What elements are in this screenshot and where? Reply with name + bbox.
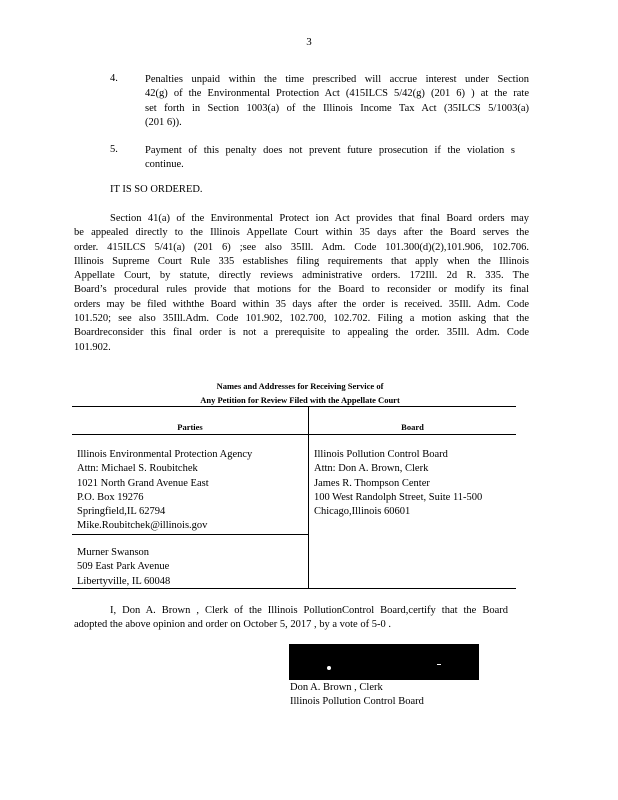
party-iepa-line: Springfield,IL 62794 xyxy=(77,506,166,518)
party-iepa-line: Attn: Michael S. Roubitchek xyxy=(77,463,198,475)
item-5-text xyxy=(145,144,515,173)
item-5-line: continue. xyxy=(145,159,184,171)
appeal-line: 101.520; see also 35Ill.Adm. Code 101.902, 102.700, 102.702. Filing a motion asking that the xyxy=(74,313,529,325)
board-address xyxy=(314,448,514,519)
board-address-line: 100 West Randolph Street, Suite 11-500 xyxy=(314,491,483,503)
appeal-line: Board’s procedural rules provide that motions for the Board to reconsider or modify its final xyxy=(74,284,529,296)
party-iepa-line: 1021 North Grand Avenue East xyxy=(77,477,209,489)
appeal-line: Appellate Court, by statute, directly reviews administrative orders. 172Ill. 2d R. 335. The xyxy=(74,270,529,282)
board-address-line: James R. Thompson Center xyxy=(314,477,430,489)
table-top-rule xyxy=(72,406,516,407)
signatory-title: Illinois Pollution Control Board xyxy=(290,696,424,707)
certification-line: I, Don A. Brown , Clerk of the Illinois PollutionControl Board,certify that the Board xyxy=(110,605,508,616)
item-4-number: 4. xyxy=(110,73,118,84)
party-iepa-line: P.O. Box 19276 xyxy=(77,491,144,503)
party-murner-line: Murner Swanson xyxy=(77,547,150,558)
certification xyxy=(74,604,508,633)
appeal-paragraph xyxy=(74,212,529,355)
service-heading-line1: Names and Addresses for Receiving Service of xyxy=(216,381,384,391)
party-murner-line: Libertyville, IL 60048 xyxy=(77,575,171,587)
column-header-board: Board xyxy=(401,422,424,432)
appeal-line: Illinois Supreme Court Rule 335 establishes filing requirements that apply when the Illinois xyxy=(74,255,529,267)
column-header-parties: Parties xyxy=(177,422,203,432)
party-iepa-email: Mike.Roubitchek@illinois.gov xyxy=(77,520,208,532)
so-ordered: IT IS SO ORDERED. xyxy=(110,184,203,195)
board-address-line: Illinois Pollution Control Board xyxy=(314,449,448,460)
appeal-line: orders may be filed withthe Board within 35 days after the order is received. 35Ill. Adm. Code xyxy=(74,298,529,310)
appeal-line: Section 41(a) of the Environmental Protect ion Act provides that final Board orders may xyxy=(110,213,529,224)
item-5-line: Payment of this penalty does not prevent future prosecution if the violation s xyxy=(145,145,515,156)
table-party-divider xyxy=(72,534,308,535)
item-4-line: Penalties unpaid within the time prescribed will accrue interest under Section xyxy=(145,74,529,85)
board-address-line: Attn: Don A. Brown, Clerk xyxy=(314,463,429,475)
signature-speck xyxy=(327,666,331,670)
item-4-line: (201 6)). xyxy=(145,116,182,128)
item-4-line: set forth in Section 1003(a) of the Illinois Income Tax Act (35ILCS 5/1003(a) xyxy=(145,102,529,114)
signature-speck xyxy=(437,664,441,665)
appeal-line: order. 415ILCS 5/41(a) (201 6) ;see also 35Ill. Adm. Code 101.300(d)(2),101.906, 102.706. xyxy=(74,241,529,253)
redacted-signature xyxy=(289,644,479,680)
item-5-number: 5. xyxy=(110,144,118,155)
appeal-line: 101.902. xyxy=(74,341,111,353)
certification-line: adopted the above opinion and order on October 5, 2017 , by a vote of 5-0 . xyxy=(74,619,391,631)
party-iepa-line: Illinois Environmental Protection Agency xyxy=(77,449,253,460)
board-address-line: Chicago,Illinois 60601 xyxy=(314,506,411,518)
signatory-name: Don A. Brown , Clerk xyxy=(290,682,383,693)
item-4-text xyxy=(145,73,529,130)
service-heading-line2: Any Petition for Review Filed with the Appellate Court xyxy=(200,395,400,405)
service-table xyxy=(72,406,516,588)
table-header-rule xyxy=(72,434,516,435)
page-number: 3 xyxy=(306,36,312,48)
party-murner xyxy=(77,546,305,589)
party-iepa xyxy=(77,448,305,534)
appeal-line: be appealed directly to the Illinois Appellate Court within 35 days after the Board serves the xyxy=(74,227,529,239)
appeal-line: Boardreconsider this final order is not a prerequisite to appealing the order. 35Ill. Adm. Code xyxy=(74,327,529,339)
party-murner-line: 509 East Park Avenue xyxy=(77,561,170,573)
item-4-line: 42(g) of the Environmental Protection Act (415ILCS 5/42(g) (201 6) ) at the rate xyxy=(145,88,529,100)
